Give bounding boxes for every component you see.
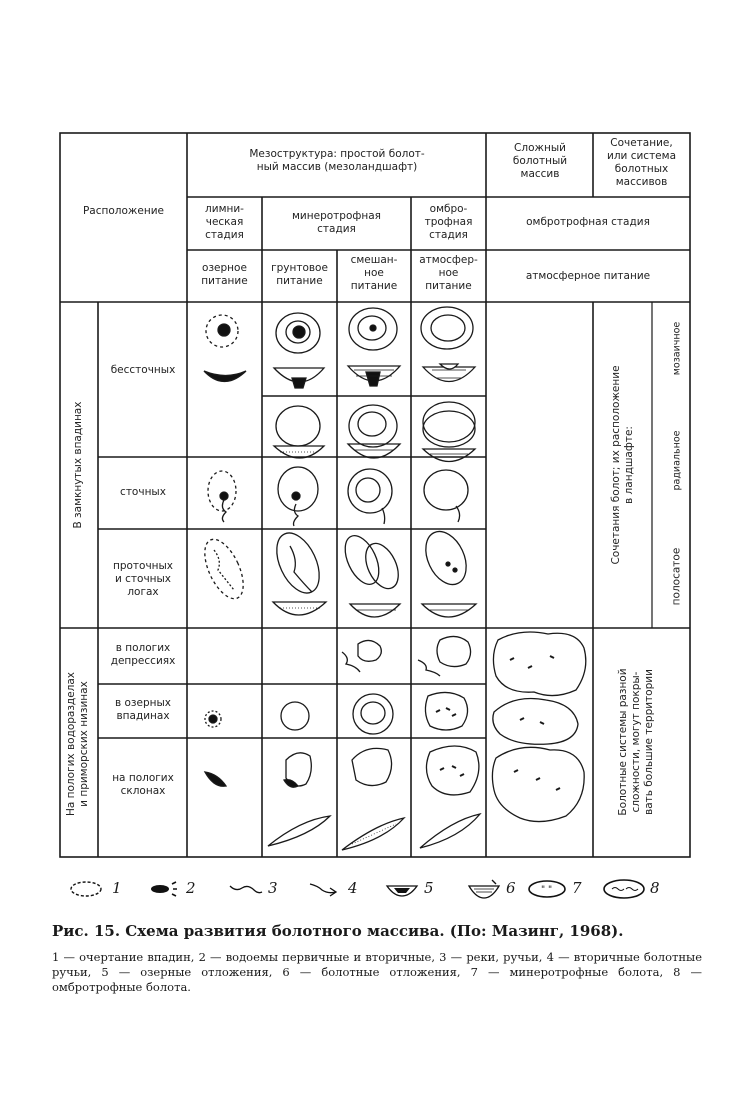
- sketch-atmo-no-outflow-2: [423, 402, 475, 462]
- sketch-atmo-lakes: [425, 692, 467, 730]
- legend-item-1: 1: [68, 872, 138, 906]
- sketch-ground-no-outflow-2: [274, 406, 324, 458]
- row-outflow: сточных: [120, 486, 166, 498]
- legend-item-5: 5: [384, 872, 454, 906]
- sketch-mixed-no-outflow-2: [348, 405, 400, 458]
- header-meso: Мезоструктура: простой болот- ный массив (мезоландшафт): [249, 148, 425, 173]
- sketch-mixed-slopes: [342, 748, 404, 850]
- comb-mosaic: мозаичное: [671, 321, 683, 376]
- figure-caption-title: Рис. 15. Схема развития болотного массива. (По: Мазинг, 1968).: [52, 922, 624, 940]
- sketch-limnic-logs: [197, 534, 251, 605]
- sketch-atmo-slopes: [420, 746, 480, 848]
- sketch-atmo-no-outflow: [421, 307, 475, 382]
- sketch-atmo-logs: [418, 525, 476, 617]
- svg-text:" ": " ": [541, 885, 553, 895]
- row-no-outflow: бессточных: [110, 364, 176, 376]
- combination-text: Сочетания болот; их расположение в ландшафте:: [610, 365, 635, 565]
- header-location: Расположение: [82, 205, 165, 217]
- sketch-complex-bog: [492, 632, 585, 822]
- ombrotrophic-bog-icon: [602, 878, 646, 902]
- sketch-ground-slopes: [268, 753, 330, 846]
- sketch-mixed-lakes: [353, 694, 393, 734]
- sketch-mixed-logs: [338, 531, 405, 617]
- sketch-ground-no-outflow: [274, 313, 324, 388]
- row-flowing: проточных и сточных логах: [112, 560, 174, 598]
- sketch-mixed-no-outflow: [348, 308, 400, 386]
- sketch-limnic-slopes: [205, 772, 226, 786]
- group-closed: В замкнутых впадинах: [72, 401, 84, 529]
- sketch-mixed-outflow: [348, 469, 392, 524]
- stage-limnic: лимни- ческая стадия: [205, 203, 244, 241]
- stage-minerotrophic: минеротрофная стадия: [292, 210, 381, 235]
- legend-item-4: 4: [308, 872, 378, 906]
- figure-caption-body: 1 — очертание впадин, 2 — водоемы первичные и вторичные, 3 — реки, ручьи, 4 — вторичные болотные ручьи, 5 — озерные отложения, 6 — болотные отложения, 7 — минеротрофные болота, 8 — омбротрофные болота.: [52, 950, 702, 994]
- feed-atmo-wide: атмосферное питание: [525, 270, 651, 282]
- stage-ombrotrophic: омбро- трофная стадия: [424, 203, 473, 241]
- header-system: Сочетание, или система болотных массивов: [607, 137, 676, 188]
- legend: [68, 872, 708, 906]
- systems-text: Болотные системы разной сложности, могут покры- вать большие территории: [617, 668, 655, 816]
- stage-ombro-wide: омбротрофная стадия: [526, 216, 650, 228]
- legend-item-6: 6: [466, 872, 536, 906]
- sketch-ground-logs: [268, 526, 328, 615]
- minerotrophic-bog-icon: [526, 878, 568, 902]
- row-depressions: в пологих депрессиях: [110, 642, 176, 667]
- sketch-atmo-outflow: [424, 470, 468, 522]
- sketch-limnic-lakes: [205, 711, 221, 727]
- sketch-atmo-depressions: [418, 636, 471, 676]
- legend-item-3: 3: [228, 872, 298, 906]
- sketch-mixed-depressions: [342, 640, 381, 672]
- feed-ground: грунтовое питание: [271, 262, 328, 287]
- lake-deposit-icon: [384, 878, 420, 902]
- feed-atmo: атмосфер- ное питание: [419, 254, 478, 292]
- legend-item-8: 8: [602, 872, 692, 906]
- feed-lake: озерное питание: [201, 262, 248, 287]
- feed-mixed: смешан- ное питание: [350, 254, 398, 292]
- header-complex: Сложный болотный массив: [512, 142, 568, 180]
- legend-item-2: 2: [148, 872, 218, 906]
- secondary-stream-icon: [308, 878, 344, 902]
- dashed-outline-icon: [68, 878, 104, 902]
- comb-radial: радиальное: [671, 430, 683, 491]
- row-lakes: в озерных впадинах: [114, 697, 172, 722]
- group-slopes: На пологих водоразделах и приморских низинах: [65, 671, 90, 817]
- sketch-ground-outflow: [278, 467, 318, 526]
- water-body-icon: [148, 878, 184, 902]
- comb-striped: полосатое: [670, 547, 683, 606]
- row-slopes: на пологих склонах: [112, 772, 174, 797]
- legend-item-7: " " 7: [526, 872, 606, 906]
- sketch-limnic-no-outflow: [204, 315, 246, 382]
- sketch-limnic-outflow: [208, 471, 236, 522]
- river-icon: [228, 878, 264, 902]
- bog-deposit-icon: [466, 878, 502, 902]
- sketch-ground-lakes: [281, 702, 309, 730]
